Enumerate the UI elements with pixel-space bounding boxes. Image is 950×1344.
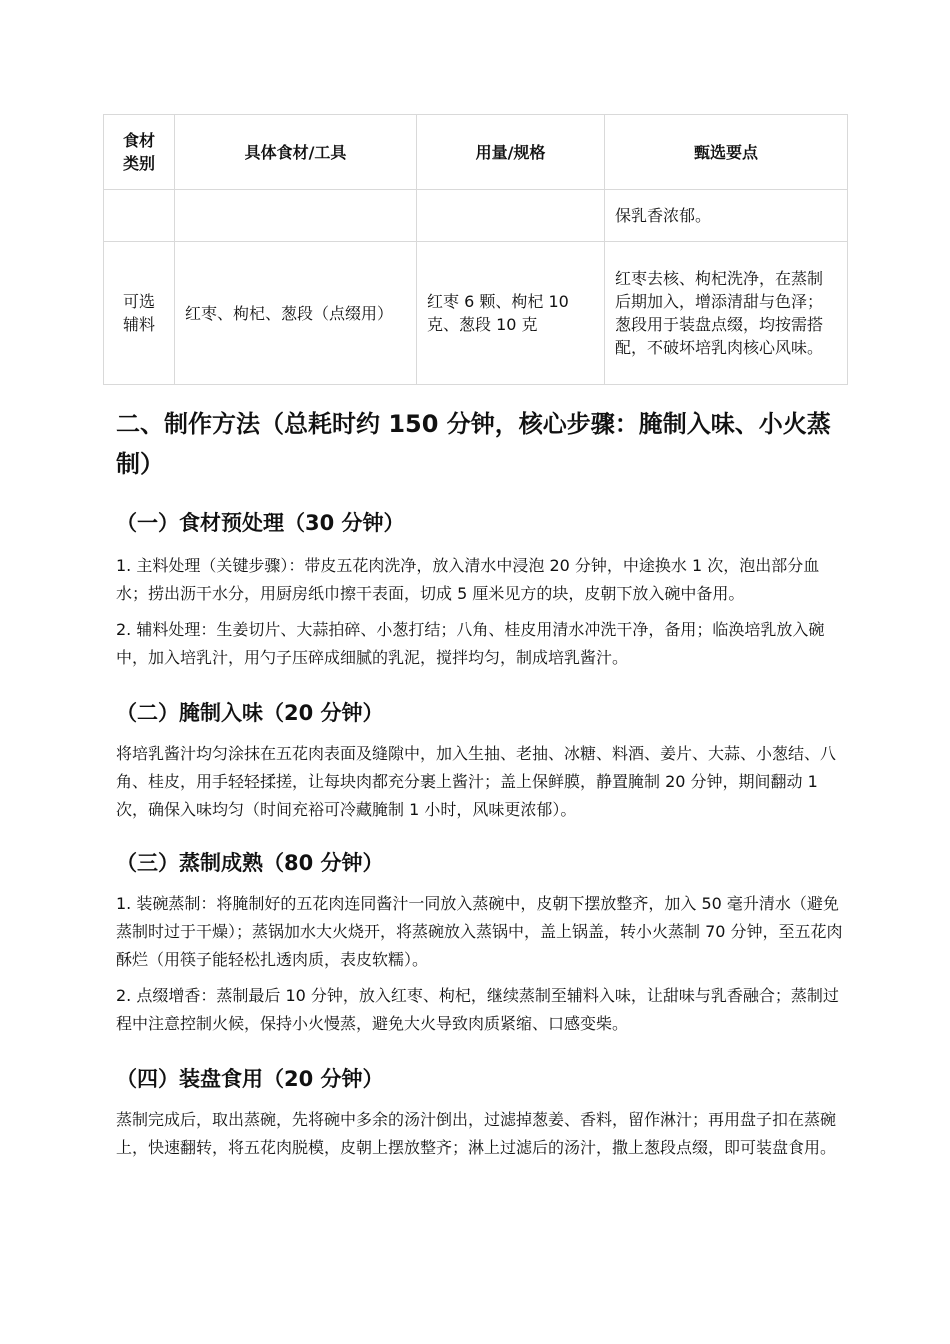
paragraph: 蒸制完成后，取出蒸碗，先将碗中多余的汤汁倒出，过滤掉葱姜、香料，留作淋汁；再用盘子扣在蒸碗上，快速翻转，将五花肉脱模，皮朝上摆放整齐；淋上过滤后的汤汁，撒上葱段点缀，即可装盘食用。 bbox=[116, 1110, 837, 1157]
ingredients-table bbox=[103, 114, 848, 385]
subsection-title: （三）蒸制成熟（80 分钟） bbox=[116, 851, 384, 875]
section-title: 二、制作方法（总耗时约 150 分钟，核心步骤：腌制入味、小火蒸制） bbox=[116, 410, 831, 478]
header-category: 食材 类别 bbox=[104, 115, 175, 190]
cell-category: 可选 辅料 bbox=[104, 242, 175, 385]
method-section bbox=[116, 404, 846, 1162]
paragraph: 1. 主料处理（关键步骤）：带皮五花肉洗净，放入清水中浸泡 20 分钟，中途换水 1 次，泡出部分血水；捞出沥干水分，用厨房纸巾擦干表面，切成 5 厘米见方的块，皮朝下放入碗中备用。 bbox=[116, 556, 820, 603]
subsection-title: （四）装盘食用（20 分钟） bbox=[116, 1067, 384, 1091]
cell-tips: 保乳香浓郁。 bbox=[605, 190, 848, 242]
cell-item: 红枣、枸杞、葱段（点缀用） bbox=[175, 242, 417, 385]
subsection-title: （二）腌制入味（20 分钟） bbox=[116, 701, 384, 725]
cell-item bbox=[175, 190, 417, 242]
table-header-row bbox=[104, 115, 848, 190]
cell-amount: 红枣 6 颗、枸杞 10 克、葱段 10 克 bbox=[417, 242, 605, 385]
table-row bbox=[104, 242, 848, 385]
paragraph: 1. 装碗蒸制：将腌制好的五花肉连同酱汁一同放入蒸碗中，皮朝下摆放整齐，加入 50 毫升清水（避免蒸制时过于干燥）；蒸锅加水大火烧开，将蒸碗放入蒸锅中，盖上锅盖，转小火蒸制 70 分钟，至五花肉酥烂（用筷子能轻松扎透肉质，表皮软糯）。 bbox=[116, 894, 843, 969]
paragraph: 2. 点缀增香：蒸制最后 10 分钟，放入红枣、枸杞，继续蒸制至辅料入味，让甜味与乳香融合；蒸制过程中注意控制火候，保持小火慢蒸，避免大火导致肉质紧缩、口感变柴。 bbox=[116, 986, 839, 1033]
cell-tips: 红枣去核、枸杞洗净，在蒸制后期加入，增添清甜与色泽；葱段用于装盘点缀，均按需搭配，不破坏培乳肉核心风味。 bbox=[605, 242, 848, 385]
cell-category bbox=[104, 190, 175, 242]
header-tips: 甄选要点 bbox=[605, 115, 848, 190]
cell-amount bbox=[417, 190, 605, 242]
paragraph: 2. 辅料处理：生姜切片、大蒜拍碎、小葱打结；八角、桂皮用清水冲洗干净，备用；临涣培乳放入碗中，加入培乳汁，用勺子压碎成细腻的乳泥，搅拌均匀，制成培乳酱汁。 bbox=[116, 620, 825, 667]
paragraph: 将培乳酱汁均匀涂抹在五花肉表面及缝隙中，加入生抽、老抽、冰糖、料酒、姜片、大蒜、小葱结、八角、桂皮，用手轻轻揉搓，让每块肉都充分裹上酱汁；盖上保鲜膜，静置腌制 20 分钟，期间翻动 1 次，确保入味均匀（时间充裕可冷藏腌制 1 小时，风味更浓郁）。 bbox=[116, 744, 837, 819]
subsection-title: （一）食材预处理（30 分钟） bbox=[116, 511, 405, 535]
header-amount: 用量/规格 bbox=[417, 115, 605, 190]
ingredients-table-wrap bbox=[103, 114, 847, 385]
table-row bbox=[104, 190, 848, 242]
header-item: 具体食材/工具 bbox=[175, 115, 417, 190]
